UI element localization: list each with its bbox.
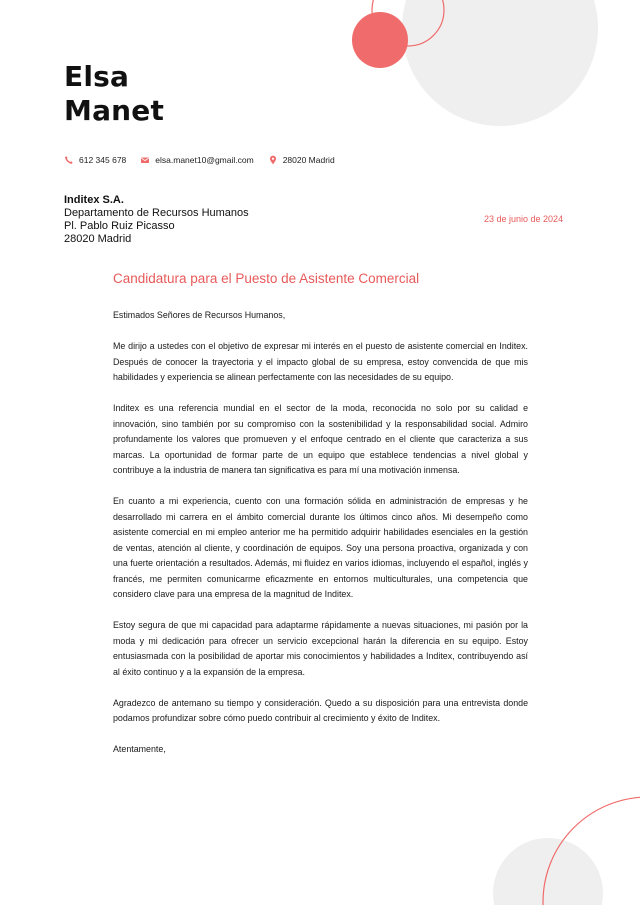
letter-body: [113, 308, 528, 773]
first-name: Elsa: [64, 60, 130, 93]
phone-text: 612 345 678: [79, 155, 127, 165]
last-name: Manet: [64, 94, 165, 127]
phone-icon: [64, 155, 74, 165]
letter-paragraph: Estoy segura de que mi capacidad para adaptarme rápidamente a nuevas situaciones, mi pasión por la moda y mi dedicación para ofrecer un servicio excepcional harán la diferencia en su equipo. Estoy entusiasmada con la posibilidad de aportar mis conocimientos y habilidades a Inditex, contribuyendo así al éxito continuo y a la expansión de la empresa.: [113, 620, 528, 677]
letter-paragraph: En cuanto a mi experiencia, cuento con una formación sólida en administración de empresas y he desarrollado mi carrera en el ámbito comercial durante los últimos cinco años. Mi desempeño como asistente comercial en mi empleo anterior me ha permitido adquirir habilidades esenciales en la gestión de ventas, atención al cliente, y coordinación de equipos. Soy una persona proactiva, organizada y con una fuerte orientación a resultados. Además, mi fluidez en varios idiomas, incluyendo el español, inglés y francés, me permiten comunicarme eficazmente en entornos multiculturales, una competencia que considero clave para una empresa de la magnitud de Inditex.: [113, 496, 528, 599]
letter-paragraph: Agradezco de antemano su tiempo y consideración. Quedo a su disposición para una entrevista donde podamos profundizar sobre cómo puedo contribuir al crecimiento y éxito de Inditex.: [113, 697, 528, 723]
contact-phone: [64, 155, 126, 165]
recipient-department: Departamento de Recursos Humanos: [64, 207, 249, 219]
contact-row: [64, 155, 349, 165]
letter-paragraph: Me dirijo a ustedes con el objetivo de expresar mi interés en el puesto de asistente comercial en Inditex. Después de conocer la trayectoria y el impacto global de su empresa, estoy convencida de que mis habilidades y experiencia se alinean perfectamente con las necesidades de su equipo.: [113, 341, 528, 382]
mail-icon: [140, 155, 150, 165]
recipient-company: Inditex S.A.: [64, 194, 124, 206]
grey-circle-bottom-right: [493, 838, 603, 905]
coral-outline-circle-bottom: [543, 797, 640, 905]
grey-circle-top-right: [402, 0, 598, 126]
letter-subject: Candidatura para el Puesto de Asistente Comercial: [113, 271, 420, 286]
location-pin-icon: [268, 155, 278, 165]
letter-paragraph: Inditex es una referencia mundial en el sector de la moda, reconocida no solo por su calidad e innovación, sino también por su compromiso con la sostenibilidad y la responsabilidad social. Admiro profundamente los valores que promueven y el enfoque centrado en el cliente que caracteriza a sus marcas. La oportunidad de formar parte de un equipo que establece tendencias a nivel global y contribuye a la industria de manera tan significativa es para mí una motivación inmensa.: [113, 403, 528, 475]
coral-outline-circle-top: [372, 0, 444, 46]
applicant-name: [64, 60, 164, 128]
recipient-address: Pl. Pablo Ruiz Picasso: [64, 220, 175, 232]
letter-date: 23 de junio de 2024: [484, 214, 564, 224]
letter-salutation: Estimados Señores de Recursos Humanos,: [113, 310, 286, 320]
contact-location: [268, 155, 335, 165]
contact-email: [140, 155, 253, 165]
location-text: 28020 Madrid: [282, 155, 335, 165]
coral-circle-top: [352, 12, 408, 68]
recipient-block: [64, 194, 249, 246]
letter-closing: Atentamente,: [113, 744, 166, 754]
email-text: elsa.manet10@gmail.com: [155, 155, 254, 165]
recipient-city: 28020 Madrid: [64, 233, 132, 245]
